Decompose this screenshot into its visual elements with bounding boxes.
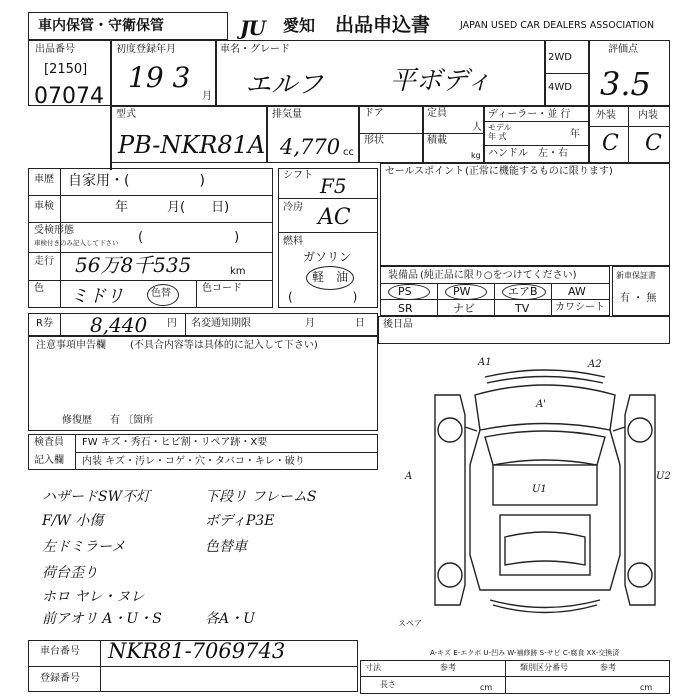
mileage-value: 56万8千535: [75, 253, 192, 277]
diagram-mark-a: A: [405, 471, 413, 482]
fuel-label: 燃料: [283, 236, 303, 247]
handle-label: ハンドル 左・右: [488, 148, 568, 159]
inspection-label: 車検: [34, 201, 54, 212]
dealer-label: ディーラー・並 行: [488, 109, 571, 120]
ju-logo-text: JU: [240, 16, 265, 40]
remark-6: 前アオリ A・U・S: [42, 611, 162, 627]
new-car-warranty-value: 有 ・ 無: [620, 293, 657, 304]
interior-label: 内装: [638, 110, 658, 121]
dims-length: 長さ: [380, 680, 396, 689]
year-unit: 年: [570, 129, 580, 140]
dims-cm2: cm: [640, 683, 653, 692]
remark-2: F/W 小傷: [42, 513, 104, 529]
capacity-label: 定員: [427, 108, 447, 119]
chassis-label: 車台番号: [40, 646, 80, 657]
fuel-gas: ガソリン: [303, 250, 352, 264]
inspector-fw-line: FW キズ・秀石・ヒビ割・リペア跡・X要: [82, 437, 268, 448]
displacement-label: 排気量: [272, 109, 302, 120]
mileage-unit: km: [230, 266, 246, 277]
sales-point-label: セールスポイント: [385, 166, 465, 177]
receipt-value: ( ): [138, 230, 240, 245]
vehicle-grade: 平ボディ: [390, 66, 492, 96]
org-name: 愛知: [283, 16, 316, 35]
diagram-mark-a2: A2: [588, 359, 602, 370]
color-change: 色替: [151, 288, 171, 299]
registration-number-label: 登録番号: [40, 673, 80, 684]
shape-label: 形状: [364, 135, 384, 146]
rear-label: 後日品: [383, 319, 413, 330]
recycle-value: 8,440: [90, 313, 148, 337]
shift-value: F5: [320, 174, 347, 198]
dims-cm: cm: [480, 683, 493, 692]
form-subtitle: JAPAN USED CAR DEALERS ASSOCIATION: [460, 20, 655, 31]
inspector-interior-line: 内装 キズ・汚レ・コゲ・穴・タバコ・キレ・破り: [82, 456, 305, 467]
ac-value: AC: [318, 205, 351, 230]
ac-label: 冷房: [283, 202, 303, 213]
diagram-mark-a-prime: A': [536, 399, 546, 410]
equip-pw: PW: [453, 285, 471, 298]
equip-tv: TV: [515, 302, 530, 315]
equip-navi: ナビ: [453, 302, 475, 315]
displacement-unit: cc: [343, 147, 354, 158]
remark-9: 色替車: [205, 539, 247, 555]
score-label: 評価点: [608, 44, 638, 55]
storage-label: 車内保管・守衛保管: [38, 18, 164, 34]
capacity-unit: 人: [472, 122, 482, 133]
model-type: PB-NKR81A: [118, 131, 266, 159]
equipment-note: (純正品に限り○をつけてください): [420, 270, 577, 281]
legend-text: A-キズ E-エクボ U-凹み W-補修跡 S-サビ C-腐食 XX-交換済: [430, 649, 620, 657]
vehicle-diagram: [425, 355, 665, 635]
model-type-label: 型式: [116, 109, 136, 120]
notice-day: 日: [355, 318, 365, 329]
exterior-label: 外装: [596, 110, 616, 121]
dims-ref2: 参考: [600, 663, 616, 672]
drive-2wd: 2WD: [548, 52, 572, 63]
diagram-mark-u2: U2: [656, 471, 671, 482]
color-code-label: 色コード: [202, 283, 242, 294]
registration-value: 19 3: [128, 61, 191, 94]
notice-month: 月: [305, 318, 315, 329]
remark-10: 各A・U: [205, 611, 255, 627]
sales-point-frame: [380, 163, 670, 266]
equip-airbag: エアB: [508, 285, 538, 298]
dims-label2: 類別区分番号: [520, 663, 568, 672]
registration-label: 初度登録年月: [116, 44, 176, 55]
door-label: ドア: [364, 108, 384, 119]
lot-number-label: 出品番号: [35, 44, 75, 55]
receipt-label: 受検形態: [34, 225, 74, 236]
vehicle-name: エルフ: [245, 70, 324, 100]
notice-label: 名変通知期限: [191, 318, 251, 329]
spare-label: スペア: [398, 619, 422, 628]
fuel-other: ( ): [288, 290, 358, 304]
inspector-label2: 記入欄: [34, 455, 64, 466]
color-label: 色: [34, 283, 44, 294]
diagram-mark-a1: A1: [478, 357, 492, 368]
repair-label: 修復歴: [62, 415, 92, 426]
remark-5: ホロ ヤレ・ヌレ: [42, 589, 145, 605]
diagram-mark-u1: U1: [532, 484, 547, 495]
repair-value: 有 〔箇所: [110, 415, 154, 426]
equip-ps: PS: [398, 285, 412, 298]
score-value: 3.5: [600, 65, 651, 103]
history-label: 車歴: [34, 174, 54, 185]
load-label: 積載: [427, 135, 447, 146]
equip-aw: AW: [568, 285, 586, 298]
notes-label: 注意事項申告欄: [36, 340, 106, 351]
lot-number: 07074: [34, 84, 104, 109]
recycle-label: R券: [36, 318, 53, 329]
dims-label: 寸法: [365, 663, 381, 672]
equipment-label: 装備品: [388, 270, 418, 281]
inspector-label1: 検査員: [34, 437, 64, 448]
notes-instruction: (不具合内容等は具体的に記入して下さい): [130, 340, 318, 351]
equip-leather-seat: カワシート: [555, 302, 605, 313]
drive-4wd: 4WD: [548, 82, 572, 93]
form-title: 出品申込書: [335, 14, 431, 36]
new-car-warranty-label: 新車保証書: [616, 271, 656, 280]
equip-sr: SR: [398, 302, 413, 315]
vehicle-name-label: 車名・グレード: [220, 44, 290, 55]
remark-8: ボディP3E: [205, 513, 275, 529]
exterior-value: C: [602, 131, 619, 156]
ju-logo: [240, 16, 280, 38]
inspection-value: 年 月( 日): [115, 200, 230, 215]
sales-point-note: (正常に機能するものに限ります): [465, 166, 613, 177]
receipt-note: 車検付きのみ記入して下さい: [34, 239, 119, 247]
lot-bracket: [2150]: [44, 62, 88, 77]
recycle-unit: 円: [167, 318, 177, 329]
fuel-diesel: 軽 油: [312, 270, 349, 284]
history-value: 自家用・( ): [68, 173, 205, 189]
mileage-label: 走行: [34, 256, 54, 267]
remark-1: ハザードSW不灯: [42, 489, 150, 505]
chassis-number: NKR81-7069743: [108, 639, 286, 663]
interior-value: C: [645, 131, 662, 156]
dims-frame: [360, 660, 670, 694]
remark-7: 下段リ フレームS: [205, 489, 317, 505]
shift-label: シフト: [283, 170, 313, 181]
rear-frame: [378, 316, 670, 344]
registration-unit: 月: [202, 91, 212, 102]
color-value: ミドリ: [70, 286, 124, 307]
remark-4: 荷台歪り: [42, 565, 98, 581]
displacement: 4,770: [280, 135, 341, 159]
dims-ref: 参考: [440, 663, 456, 672]
model-year-label: モデル 年 式: [488, 123, 512, 141]
remark-3: 左ドミラーメ: [42, 539, 126, 555]
load-unit: kg: [471, 151, 481, 160]
